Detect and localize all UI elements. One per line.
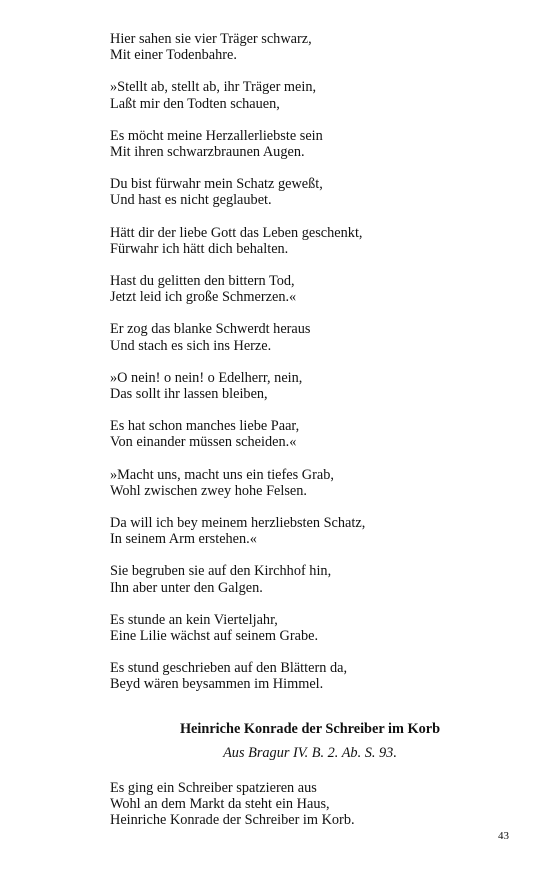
verse-line: »Macht uns, macht uns ein tiefes Grab, [110,466,334,483]
stanza [110,79,510,111]
stanza [110,31,510,63]
verse-line: Hast du gelitten den bittern Tod, [110,273,295,290]
verse-line: Laßt mir den Todten schauen, [110,95,280,112]
stanza [110,225,510,257]
verse-line: Es ging ein Schreiber spatzieren aus [110,780,317,796]
stanza [110,612,510,644]
stanza [110,660,510,692]
stanza [110,176,510,208]
verse-line: »Stellt ab, stellt ab, ihr Träger mein, [110,79,317,96]
stanza [110,321,510,353]
verse-line: Und stach es sich ins Herze. [110,337,272,354]
verse-line: Von einander müssen scheiden.« [110,434,297,451]
stanza [110,273,510,305]
verse-line: In seinem Arm erstehen.« [110,531,257,548]
verse-line: Hier sahen sie vier Träger schwarz, [110,31,312,47]
verse-line: Wohl zwischen zwey hohe Felsen. [110,482,307,499]
verse-line: Fürwahr ich hätt dich behalten. [110,240,289,257]
stanza [110,515,510,547]
verse-line: Jetzt leid ich große Schmerzen.« [110,289,297,306]
verse-line: Hätt dir der liebe Gott das Leben geschenkt, [110,224,363,241]
verse-line: Es möcht meine Herzallerliebste sein [110,127,323,144]
stanza [110,370,510,402]
verse-line: Mit ihren schwarzbraunen Augen. [110,144,305,161]
stanza [110,467,510,499]
verse-line: Du bist fürwahr mein Schatz geweßt, [110,176,323,193]
verse-line: Es stunde an kein Vierteljahr, [110,611,278,628]
poem-opening-verses [110,780,510,829]
poem-title: Heinriche Konrade der Schreiber im Korb [179,721,441,737]
verse-line: Und hast es nicht geglaubet. [110,192,272,209]
verse-line: Da will ich bey meinem herzliebsten Schatz, [110,515,366,532]
verse-line: Heinriche Konrade der Schreiber im Korb. [110,812,355,829]
verse-line: Das sollt ihr lassen bleiben, [110,386,268,403]
verse-line: Es stund geschrieben auf den Blättern da, [110,660,348,677]
verse-line: Ihn aber unter den Galgen. [110,579,263,596]
poem-verses [110,31,510,709]
verse-line: Sie begruben sie auf den Kirchhof hin, [110,563,332,580]
stanza [110,563,510,595]
verse-line: Eine Lilie wächst auf seinem Grabe. [110,628,319,645]
page-number: 43 [498,830,509,842]
verse-line: »O nein! o nein! o Edelherr, nein, [110,369,303,386]
stanza [110,418,510,450]
verse-line: Wohl an dem Markt da steht ein Haus, [110,796,330,813]
verse-line: Es hat schon manches liebe Paar, [110,418,300,435]
verse-line: Er zog das blanke Schwerdt heraus [110,321,311,338]
poem-source: Aus Bragur IV. B. 2. Ab. S. 93. [223,745,397,761]
verse-line: Beyd wären beysammen im Himmel. [110,676,324,693]
stanza [110,128,510,160]
verse-line: Mit einer Todenbahre. [110,47,237,64]
